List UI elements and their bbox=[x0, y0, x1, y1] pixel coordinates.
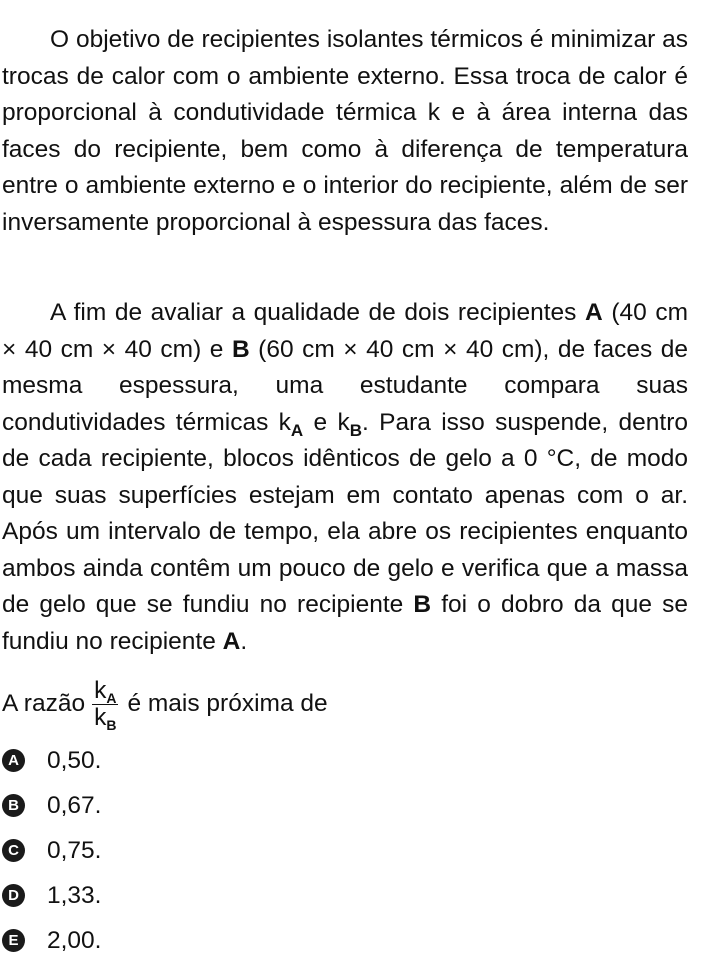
option-b-text: 0,67. bbox=[47, 791, 102, 819]
denominator-k: k bbox=[94, 703, 107, 731]
fraction-denominator bbox=[92, 705, 118, 731]
numerator-k: k bbox=[94, 676, 107, 704]
question-stem bbox=[2, 672, 328, 736]
experiment-text-1: A fim de avaliar a qualidade de dois recipientes bbox=[50, 299, 577, 326]
option-e-badge: E bbox=[2, 929, 25, 952]
k-b-subscript: B bbox=[349, 420, 363, 440]
fraction-numerator bbox=[92, 678, 118, 705]
paragraph-intro-text: O objetivo de recipientes isolantes térmicos é minimizar as trocas de calor com o ambiente externo. Essa troca de calor é proporcional à condutividade térmica k e à área interna das faces do recipiente, bem como à diferença de temperatura entre o ambiente externo e o interior do recipiente, além de ser inversamente proporcional à espessura das faces. bbox=[2, 26, 688, 236]
option-a[interactable] bbox=[2, 738, 302, 783]
option-a-text: 0,50. bbox=[47, 746, 102, 774]
option-c-badge: C bbox=[2, 839, 25, 862]
question-prefix: A razão bbox=[2, 690, 86, 717]
connector-e: e bbox=[313, 408, 328, 436]
final-period: . bbox=[240, 627, 248, 655]
question-suffix: é mais próxima de bbox=[127, 690, 328, 717]
option-c-text: 0,75. bbox=[47, 836, 102, 864]
container-b-label: B bbox=[231, 335, 250, 363]
option-a-badge: A bbox=[2, 749, 25, 772]
option-d-text: 1,33. bbox=[47, 881, 102, 909]
ratio-fraction bbox=[92, 678, 118, 731]
denominator-subscript: B bbox=[106, 716, 117, 733]
paragraph-experiment bbox=[2, 295, 688, 660]
answer-options bbox=[2, 738, 302, 963]
container-a-label: A bbox=[585, 299, 603, 326]
container-b-label-2: B bbox=[413, 591, 432, 618]
experiment-text-3: foi o dobro da que se fundiu no recipiente bbox=[2, 591, 688, 655]
container-b-dimensions: (60 cm × 40 cm × 40 cm), de faces de mesma espessura, uma estudante compara suas condutividades térmicas bbox=[2, 335, 688, 436]
k-a-letter: k bbox=[278, 408, 291, 436]
option-e[interactable] bbox=[2, 918, 302, 963]
numerator-subscript: A bbox=[106, 689, 117, 706]
k-a-symbol bbox=[278, 408, 304, 440]
option-b[interactable] bbox=[2, 783, 302, 828]
experiment-text-2: . Para isso suspende, dentro de cada recipiente, blocos idênticos de gelo a 0 °C, de modo que suas superfícies estejam em contato apenas com o ar. Após um intervalo de tempo, ela abre os recipientes enquanto ambos ainda contêm um pouco de gelo e verifica que a massa de gelo que se fundiu no recipiente bbox=[2, 408, 688, 618]
container-a-dimensions: (40 cm × 40 cm × 40 cm) e bbox=[2, 299, 688, 363]
paragraph-intro bbox=[2, 22, 688, 241]
k-a-subscript: A bbox=[290, 420, 304, 440]
k-b-letter: k bbox=[337, 408, 350, 436]
option-e-text: 2,00. bbox=[47, 926, 102, 954]
option-d-badge: D bbox=[2, 884, 25, 907]
option-c[interactable] bbox=[2, 828, 302, 873]
option-b-badge: B bbox=[2, 794, 25, 817]
option-d[interactable] bbox=[2, 873, 302, 918]
container-a-label-2: A bbox=[222, 627, 241, 655]
k-b-symbol bbox=[337, 408, 363, 440]
